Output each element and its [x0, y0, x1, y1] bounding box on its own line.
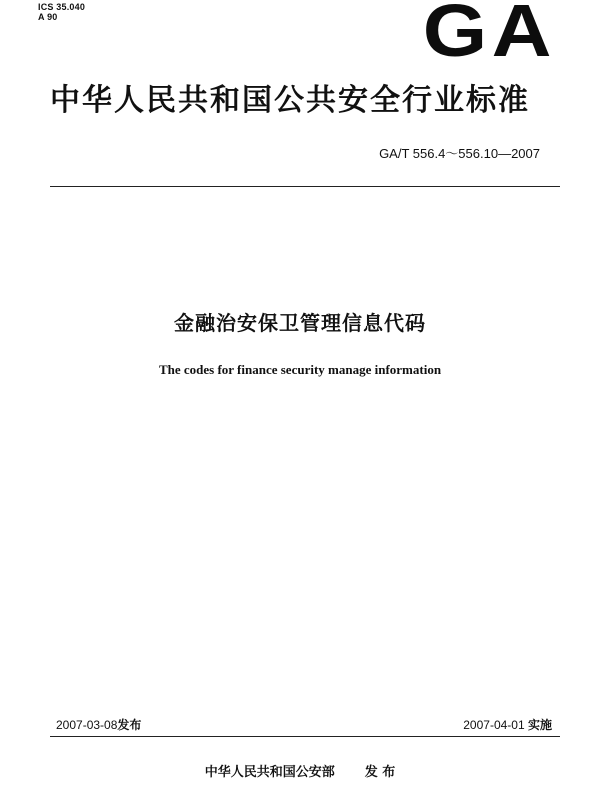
issuer-action: 发 布: [364, 765, 396, 780]
issue-date-line: [56, 717, 141, 733]
implement-date: 2007-04-01: [463, 718, 525, 732]
footer-divider: [50, 736, 560, 737]
issuer-line: [0, 764, 600, 782]
classification-codes: [38, 2, 85, 22]
standard-title: 中华人民共和国公共安全行业标准: [50, 83, 530, 118]
standard-number: GA/T 556.4～556.10—2007: [379, 146, 540, 161]
class-code: A 90: [38, 12, 58, 22]
ga-logo: GA: [422, 0, 556, 72]
implement-label: 实施: [527, 718, 552, 732]
issue-date: 2007-03-08: [56, 718, 118, 732]
issue-label: 发布: [117, 718, 142, 732]
document-title: 金融治安保卫管理信息代码: [174, 311, 426, 335]
implement-date-line: [463, 717, 552, 733]
ics-code: ICS 35.040: [38, 2, 86, 12]
header-divider: [50, 186, 560, 187]
document-subtitle-en: The codes for finance security manage information: [158, 362, 442, 377]
issuer-name: 中华人民共和国公安部: [204, 765, 335, 780]
